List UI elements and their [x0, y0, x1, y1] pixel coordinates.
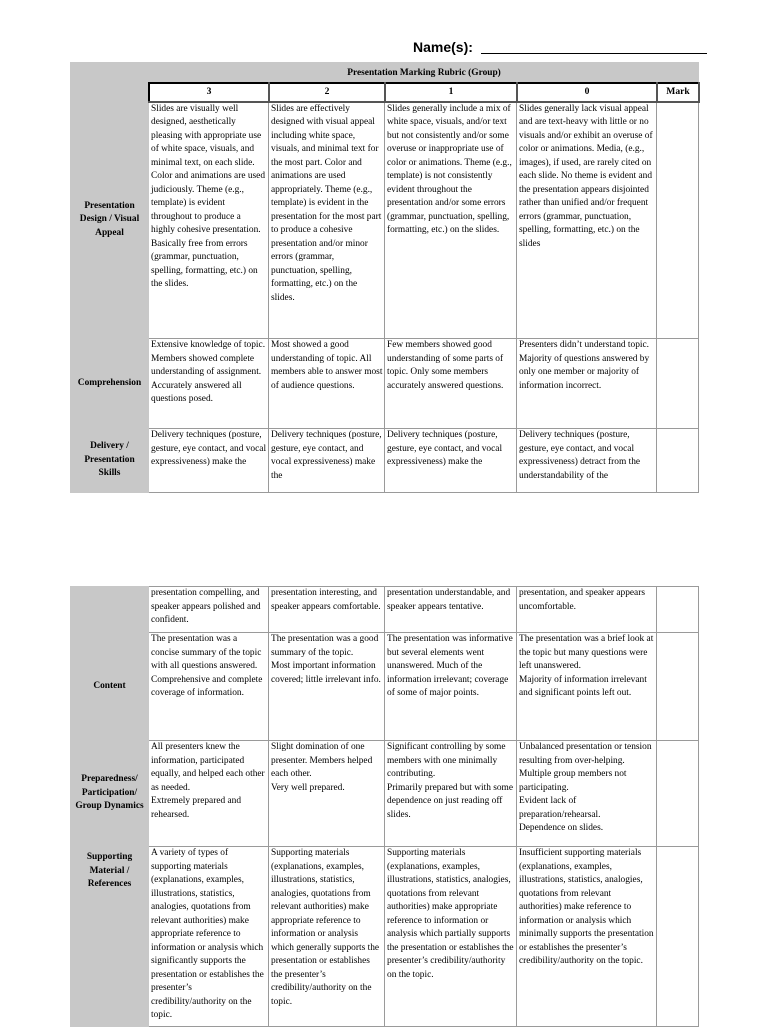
criteria-cell: presentation interesting, and speaker appears comfortable. [269, 587, 385, 633]
rubric-row-supporting-material [71, 847, 699, 1027]
criteria-cell: presentation, and speaker appears uncomfortable. [517, 587, 657, 633]
criteria-cell: presentation compelling, and speaker appears polished and confident. [149, 587, 269, 633]
criteria-cell: Slides are visually well designed, aesthetically pleasing with appropriate use of white space, visuals, and minimal text, on each slide. Color and animations are used judiciously. Theme (e.g., template) is evident throughout to produce a highly cohesive presentation. Basically free from errors (grammar, punctuation, spelling, formatting, etc.) on the slides. [149, 102, 269, 339]
column-header-1: 1 [385, 83, 517, 102]
row-label-design: Presentation Design / Visual Appeal [71, 102, 149, 339]
names-blank-line [481, 39, 707, 54]
column-header-mark: Mark [657, 83, 699, 102]
mark-cell[interactable] [657, 587, 699, 633]
criteria-cell: Few members showed good understanding of some parts of topic. Only some members accurately answered questions. [385, 339, 517, 429]
rubric-row-design [71, 102, 699, 339]
criteria-cell: Delivery techniques (posture, gesture, eye contact, and vocal expressiveness) make the [149, 429, 269, 493]
rubric-row-content [71, 633, 699, 741]
criteria-cell: Presenters didn’t understand topic. Majority of questions answered by only one member or majority of information incorrect. [517, 339, 657, 429]
mark-cell[interactable] [657, 633, 699, 741]
mark-cell[interactable] [657, 102, 699, 339]
row-label-comprehension: Comprehension [71, 339, 149, 429]
names-label: Name(s): [413, 39, 477, 55]
rubric-corner [71, 63, 149, 83]
mark-cell[interactable] [657, 741, 699, 847]
criteria-cell: The presentation was informative but several elements went unanswered. Much of the information irrelevant; coverage of some of major points. [385, 633, 517, 741]
criteria-cell: Extensive knowledge of topic. Members showed complete understanding of assignment. Accurately answered all questions posed. [149, 339, 269, 429]
row-label-content: Content [71, 633, 149, 741]
row-label-continued [71, 587, 149, 633]
rubric-row-delivery [71, 429, 699, 493]
criteria-cell: Slight domination of one presenter. Members helped each other. Very well prepared. [269, 741, 385, 847]
mark-cell[interactable] [657, 339, 699, 429]
row-label-delivery: Delivery / Presentation Skills [71, 429, 149, 493]
row-label-supporting-material: Supporting Material / References [71, 847, 149, 1027]
rubric-corner-lower [71, 83, 149, 102]
column-header-0: 0 [517, 83, 657, 102]
rubric-table-part2 [70, 586, 699, 1027]
rubric-row-comprehension [71, 339, 699, 429]
criteria-cell: Significant controlling by some members with one minimally contributing. Primarily prepared but with some dependence on just reading off slides. [385, 741, 517, 847]
column-header-3: 3 [149, 83, 269, 102]
row-label-preparedness: Preparedness/ Participation/ Group Dynamics [71, 741, 149, 847]
criteria-cell: The presentation was a concise summary of the topic with all questions answered. Comprehensive and complete coverage of information. [149, 633, 269, 741]
criteria-cell: Unbalanced presentation or tension resulting from over-helping. Multiple group members not participating. Evident lack of preparation/rehearsal. Dependence on slides. [517, 741, 657, 847]
criteria-cell: The presentation was a good summary of the topic. Most important information covered; little irrelevant info. [269, 633, 385, 741]
criteria-cell: A variety of types of supporting materials (explanations, examples, illustrations, statistics, analogies, quotations from relevant authorities) make appropriate reference to information or analysis which significantly supports the presentation or establishes the presenter’s credibility/authority on the topic. [149, 847, 269, 1027]
criteria-cell: Delivery techniques (posture, gesture, eye contact, and vocal expressiveness) make the [385, 429, 517, 493]
criteria-cell: Supporting materials (explanations, examples, illustrations, statistics, analogies, quotations from relevant authorities) make appropriate reference to information or analysis which generally supports the presentation or establishes the presenter’s credibility/authority on the topic. [269, 847, 385, 1027]
criteria-cell: Insufficient supporting materials (explanations, examples, illustrations, statistics, analogies, quotations from relevant authorities) make reference to information or analysis which minimally supports the presentation or establishes the presenter’s credibility/authority on the topic. [517, 847, 657, 1027]
criteria-cell: The presentation was a brief look at the topic but many questions were left unanswered. Majority of information irrelevant and significant points left out. [517, 633, 657, 741]
rubric-row-delivery-continued [71, 587, 699, 633]
names-field [413, 39, 713, 61]
criteria-cell: Delivery techniques (posture, gesture, eye contact, and vocal expressiveness) detract from the understandability of the [517, 429, 657, 493]
rubric-table-part1 [70, 62, 700, 493]
rubric-row-preparedness [71, 741, 699, 847]
criteria-cell: All presenters knew the information, participated equally, and helped each other as needed. Extremely prepared and rehearsed. [149, 741, 269, 847]
criteria-cell: Slides generally include a mix of white space, visuals, and/or text but not consistently and/or some overuse or inappropriate use of color or animations. Theme (e.g., template) is not consistently evident throughout the presentation and/or some errors (grammar, punctuation, spelling, formatting, etc.) on the slides. [385, 102, 517, 339]
criteria-cell: Most showed a good understanding of topic. All members able to answer most of audience questions. [269, 339, 385, 429]
column-header-2: 2 [269, 83, 385, 102]
criteria-cell: presentation understandable, and speaker appears tentative. [385, 587, 517, 633]
criteria-cell: Supporting materials (explanations, examples, illustrations, statistics, analogies, quotations from relevant authorities) make appropriate reference to information or analysis which partially supports the presentation or establishes the presenter’s credibility/authority on the topic. [385, 847, 517, 1027]
criteria-cell: Slides are effectively designed with visual appeal including white space, visuals, and minimal text for the most part. Color and animations are used appropriately. Theme (e.g., template) is evident in the presentation for the most part to produce a cohesive presentation and/or minor errors (grammar, punctuation, spelling, formatting, etc.) on the slides. [269, 102, 385, 339]
criteria-cell: Delivery techniques (posture, gesture, eye contact, and vocal expressiveness) make the [269, 429, 385, 493]
rubric-title: Presentation Marking Rubric (Group) [149, 63, 699, 83]
criteria-cell: Slides generally lack visual appeal and are text-heavy with little or no visuals and/or exhibit an overuse of color or animations. Media, (e.g., images), if used, are rarely cited on each slide. No theme is evident and the presentation appears disjointed rather than unified and/or frequent errors (grammar, punctuation, spelling, formatting, etc.) on the slides [517, 102, 657, 339]
mark-cell[interactable] [657, 429, 699, 493]
mark-cell[interactable] [657, 847, 699, 1027]
